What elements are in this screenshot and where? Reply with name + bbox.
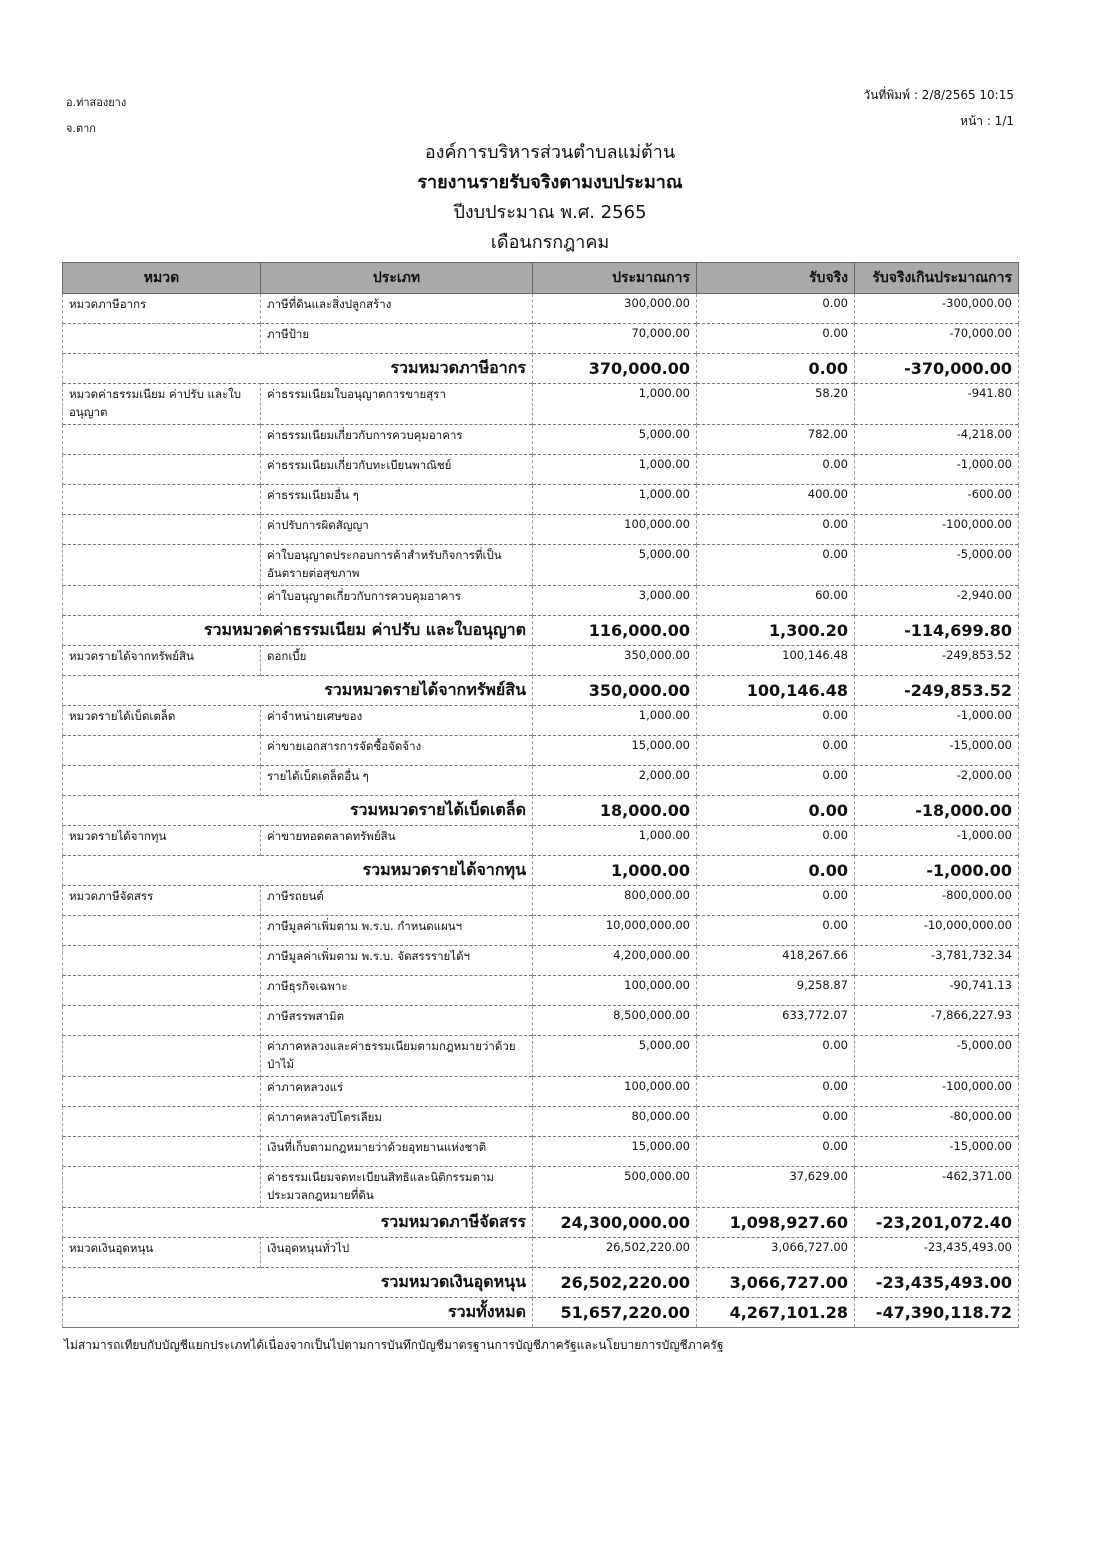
difference-cell: -15,000.00	[855, 1137, 1019, 1167]
category-cell	[63, 515, 261, 545]
estimate-cell: 4,200,000.00	[533, 946, 697, 976]
estimate-cell: 1,000.00	[533, 384, 697, 425]
actual-cell: 1,098,927.60	[697, 1208, 855, 1238]
actual-cell: 0.00	[697, 826, 855, 856]
header-estimate: ประมาณการ	[533, 263, 697, 294]
category-cell	[63, 425, 261, 455]
difference-cell: -80,000.00	[855, 1107, 1019, 1137]
actual-cell: 0.00	[697, 706, 855, 736]
actual-cell: 0.00	[697, 545, 855, 586]
type-cell: ค่าภาคหลวงแร่	[261, 1077, 533, 1107]
table-row	[63, 736, 1019, 766]
estimate-cell: 15,000.00	[533, 1137, 697, 1167]
header-type: ประเภท	[261, 263, 533, 294]
estimate-cell: 18,000.00	[533, 796, 697, 826]
table-body	[63, 294, 1019, 1328]
actual-cell: 60.00	[697, 586, 855, 616]
table-row	[63, 515, 1019, 545]
table-row	[63, 384, 1019, 425]
type-cell: ภาษีป้าย	[261, 324, 533, 354]
subtotal-label: รวมหมวดรายได้จากทรัพย์สิน	[63, 676, 533, 706]
difference-cell: -100,000.00	[855, 1077, 1019, 1107]
type-cell: ค่าใบอนุญาตเกี่ยวกับการควบคุมอาคาร	[261, 586, 533, 616]
category-cell	[63, 1006, 261, 1036]
subtotal-row	[63, 1298, 1019, 1328]
difference-cell: -15,000.00	[855, 736, 1019, 766]
type-cell: ภาษีมูลค่าเพิ่มตาม พ.ร.บ. กำหนดแผนฯ	[261, 916, 533, 946]
category-cell	[63, 545, 261, 586]
actual-cell: 100,146.48	[697, 646, 855, 676]
estimate-cell: 5,000.00	[533, 425, 697, 455]
category-cell	[63, 1077, 261, 1107]
difference-cell: -23,435,493.00	[855, 1268, 1019, 1298]
category-cell	[63, 586, 261, 616]
difference-cell: -2,000.00	[855, 766, 1019, 796]
actual-cell: 58.20	[697, 384, 855, 425]
province-label: จ.ตาก	[66, 122, 96, 135]
type-cell: ค่าธรรมเนียมเกี่ยวกับทะเบียนพาณิชย์	[261, 455, 533, 485]
table-row	[63, 1006, 1019, 1036]
difference-cell: -249,853.52	[855, 676, 1019, 706]
subtotal-label: รวมทั้งหมด	[63, 1298, 533, 1328]
difference-cell: -10,000,000.00	[855, 916, 1019, 946]
difference-cell: -18,000.00	[855, 796, 1019, 826]
actual-cell: 0.00	[697, 1077, 855, 1107]
actual-cell: 9,258.87	[697, 976, 855, 1006]
header-print-info	[863, 82, 1014, 134]
estimate-cell: 5,000.00	[533, 1036, 697, 1077]
actual-cell: 0.00	[697, 916, 855, 946]
estimate-cell: 1,000.00	[533, 826, 697, 856]
category-cell: หมวดรายได้จากทุน	[63, 826, 261, 856]
type-cell: ค่าปรับการผิดสัญญา	[261, 515, 533, 545]
category-cell	[63, 976, 261, 1006]
actual-cell: 0.00	[697, 766, 855, 796]
difference-cell: -114,699.80	[855, 616, 1019, 646]
type-cell: ค่าจำหน่ายเศษของ	[261, 706, 533, 736]
estimate-cell: 1,000.00	[533, 455, 697, 485]
actual-cell: 100,146.48	[697, 676, 855, 706]
type-cell: ภาษีธุรกิจเฉพาะ	[261, 976, 533, 1006]
actual-cell: 0.00	[697, 324, 855, 354]
header-location	[66, 90, 126, 142]
type-cell: ค่าภาคหลวงปิโตรเลียม	[261, 1107, 533, 1137]
subtotal-row	[63, 616, 1019, 646]
type-cell: เงินอุดหนุนทั่วไป	[261, 1238, 533, 1268]
difference-cell: -1,000.00	[855, 455, 1019, 485]
table-row	[63, 766, 1019, 796]
difference-cell: -23,435,493.00	[855, 1238, 1019, 1268]
table-row	[63, 706, 1019, 736]
subtotal-label: รวมหมวดค่าธรรมเนียม ค่าปรับ และใบอนุญาต	[63, 616, 533, 646]
table-row	[63, 294, 1019, 324]
category-cell	[63, 485, 261, 515]
actual-cell: 0.00	[697, 796, 855, 826]
category-cell	[63, 1137, 261, 1167]
estimate-cell: 100,000.00	[533, 976, 697, 1006]
category-cell: หมวดรายได้จากทรัพย์สิน	[63, 646, 261, 676]
estimate-cell: 1,000.00	[533, 485, 697, 515]
category-cell: หมวดภาษีอากร	[63, 294, 261, 324]
table-row	[63, 1238, 1019, 1268]
category-cell: หมวดรายได้เบ็ดเตล็ด	[63, 706, 261, 736]
estimate-cell: 500,000.00	[533, 1167, 697, 1208]
category-cell	[63, 1107, 261, 1137]
type-cell: ค่าขายทอดตลาดทรัพย์สิน	[261, 826, 533, 856]
estimate-cell: 800,000.00	[533, 886, 697, 916]
estimate-cell: 100,000.00	[533, 1077, 697, 1107]
actual-cell: 0.00	[697, 1036, 855, 1077]
difference-cell: -300,000.00	[855, 294, 1019, 324]
type-cell: เงินที่เก็บตามกฎหมายว่าด้วยอุทยานแห่งชาติ	[261, 1137, 533, 1167]
difference-cell: -462,371.00	[855, 1167, 1019, 1208]
difference-cell: -370,000.00	[855, 354, 1019, 384]
category-cell: หมวดเงินอุดหนุน	[63, 1238, 261, 1268]
type-cell: ภาษีที่ดินและสิ่งปลูกสร้าง	[261, 294, 533, 324]
actual-cell: 37,629.00	[697, 1167, 855, 1208]
estimate-cell: 100,000.00	[533, 515, 697, 545]
subtotal-label: รวมหมวดรายได้เบ็ดเตล็ด	[63, 796, 533, 826]
subtotal-row	[63, 354, 1019, 384]
table-row	[63, 1137, 1019, 1167]
estimate-cell: 70,000.00	[533, 324, 697, 354]
estimate-cell: 26,502,220.00	[533, 1268, 697, 1298]
header-category: หมวด	[63, 263, 261, 294]
report-title: รายงานรายรับจริงตามงบประมาณ	[417, 172, 683, 193]
table-row	[63, 886, 1019, 916]
page-number: หน้า : 1/1	[960, 114, 1014, 128]
actual-cell: 418,267.66	[697, 946, 855, 976]
actual-cell: 0.00	[697, 856, 855, 886]
subtotal-row	[63, 676, 1019, 706]
estimate-cell: 10,000,000.00	[533, 916, 697, 946]
report-month: เดือนกรกฎาคม	[490, 232, 610, 253]
estimate-cell: 116,000.00	[533, 616, 697, 646]
type-cell: ค่าธรรมเนียมเกี่ยวกับการควบคุมอาคาร	[261, 425, 533, 455]
difference-cell: -249,853.52	[855, 646, 1019, 676]
difference-cell: -23,201,072.40	[855, 1208, 1019, 1238]
table-row	[63, 1077, 1019, 1107]
estimate-cell: 3,000.00	[533, 586, 697, 616]
type-cell: ค่าใบอนุญาตประกอบการค้าสำหรับกิจการที่เป็นอันตรายต่อสุขภาพ	[261, 545, 533, 586]
estimate-cell: 24,300,000.00	[533, 1208, 697, 1238]
table-row	[63, 425, 1019, 455]
difference-cell: -90,741.13	[855, 976, 1019, 1006]
actual-cell: 400.00	[697, 485, 855, 515]
estimate-cell: 370,000.00	[533, 354, 697, 384]
category-cell	[63, 1036, 261, 1077]
header-actual: รับจริง	[697, 263, 855, 294]
estimate-cell: 8,500,000.00	[533, 1006, 697, 1036]
estimate-cell: 1,000.00	[533, 856, 697, 886]
subtotal-label: รวมหมวดรายได้จากทุน	[63, 856, 533, 886]
estimate-cell: 2,000.00	[533, 766, 697, 796]
estimate-cell: 26,502,220.00	[533, 1238, 697, 1268]
difference-cell: -941.80	[855, 384, 1019, 425]
actual-cell: 0.00	[697, 1107, 855, 1137]
difference-cell: -5,000.00	[855, 1036, 1019, 1077]
actual-cell: 0.00	[697, 515, 855, 545]
table-row	[63, 826, 1019, 856]
org-name: องค์การบริหารส่วนตำบลแม่ต้าน	[424, 142, 676, 163]
type-cell: ภาษีรถยนต์	[261, 886, 533, 916]
type-cell: ค่าธรรมเนียมใบอนุญาตการขายสุรา	[261, 384, 533, 425]
actual-cell: 0.00	[697, 455, 855, 485]
type-cell: ดอกเบี้ย	[261, 646, 533, 676]
difference-cell: -800,000.00	[855, 886, 1019, 916]
subtotal-label: รวมหมวดภาษีอากร	[63, 354, 533, 384]
table-row	[63, 1107, 1019, 1137]
estimate-cell: 300,000.00	[533, 294, 697, 324]
type-cell: ภาษีสรรพสามิต	[261, 1006, 533, 1036]
category-cell	[63, 736, 261, 766]
actual-cell: 3,066,727.00	[697, 1238, 855, 1268]
type-cell: ค่าธรรมเนียมจดทะเบียนสิทธิและนิติกรรมตามประมวลกฎหมายที่ดิน	[261, 1167, 533, 1208]
difference-cell: -3,781,732.34	[855, 946, 1019, 976]
subtotal-row	[63, 1268, 1019, 1298]
subtotal-row	[63, 1208, 1019, 1238]
difference-cell: -1,000.00	[855, 856, 1019, 886]
difference-cell: -4,218.00	[855, 425, 1019, 455]
category-cell	[63, 946, 261, 976]
fiscal-year: ปีงบประมาณ พ.ศ. 2565	[453, 202, 647, 223]
type-cell: รายได้เบ็ดเตล็ดอื่น ๆ	[261, 766, 533, 796]
type-cell: ค่าธรรมเนียมอื่น ๆ	[261, 485, 533, 515]
actual-cell: 633,772.07	[697, 1006, 855, 1036]
subtotal-label: รวมหมวดภาษีจัดสรร	[63, 1208, 533, 1238]
table-row	[63, 646, 1019, 676]
subtotal-row	[63, 796, 1019, 826]
category-cell	[63, 916, 261, 946]
estimate-cell: 80,000.00	[533, 1107, 697, 1137]
difference-cell: -7,866,227.93	[855, 1006, 1019, 1036]
table-header-row	[63, 263, 1019, 294]
difference-cell: -5,000.00	[855, 545, 1019, 586]
difference-cell: -70,000.00	[855, 324, 1019, 354]
category-cell	[63, 766, 261, 796]
category-cell	[63, 324, 261, 354]
estimate-cell: 51,657,220.00	[533, 1298, 697, 1328]
difference-cell: -600.00	[855, 485, 1019, 515]
district-label: อ.ท่าสองยาง	[66, 96, 127, 109]
actual-cell: 1,300.20	[697, 616, 855, 646]
table-row	[63, 586, 1019, 616]
table-row	[63, 976, 1019, 1006]
type-cell: ค่าภาคหลวงและค่าธรรมเนียมตามกฎหมายว่าด้วยป่าไม้	[261, 1036, 533, 1077]
table-row	[63, 1036, 1019, 1077]
revenue-table	[62, 262, 1019, 1328]
table-row	[63, 485, 1019, 515]
actual-cell: 4,267,101.28	[697, 1298, 855, 1328]
actual-cell: 3,066,727.00	[697, 1268, 855, 1298]
type-cell: ภาษีมูลค่าเพิ่มตาม พ.ร.บ. จัดสรรรายได้ฯ	[261, 946, 533, 976]
difference-cell: -1,000.00	[855, 706, 1019, 736]
table-row	[63, 545, 1019, 586]
difference-cell: -100,000.00	[855, 515, 1019, 545]
header-difference: รับจริงเกินประมาณการ	[855, 263, 1019, 294]
actual-cell: 0.00	[697, 354, 855, 384]
table-row	[63, 324, 1019, 354]
footnote: ไม่สามารถเทียบกับบัญชีแยกประเภทได้เนื่องจากเป็นไปตามการบันทึกบัญชีมาตรฐานการบัญชีภาครัฐและนโยบายการบัญชีภาครัฐ	[64, 1338, 724, 1352]
estimate-cell: 350,000.00	[533, 646, 697, 676]
estimate-cell: 1,000.00	[533, 706, 697, 736]
table-row	[63, 1167, 1019, 1208]
difference-cell: -47,390,118.72	[855, 1298, 1019, 1328]
category-cell	[63, 1167, 261, 1208]
table-row	[63, 946, 1019, 976]
difference-cell: -2,940.00	[855, 586, 1019, 616]
actual-cell: 0.00	[697, 886, 855, 916]
table-row	[63, 916, 1019, 946]
subtotal-row	[63, 856, 1019, 886]
category-cell: หมวดภาษีจัดสรร	[63, 886, 261, 916]
actual-cell: 0.00	[697, 736, 855, 766]
estimate-cell: 15,000.00	[533, 736, 697, 766]
estimate-cell: 350,000.00	[533, 676, 697, 706]
actual-cell: 0.00	[697, 1137, 855, 1167]
print-date: วันที่พิมพ์ : 2/8/2565 10:15	[863, 88, 1014, 102]
estimate-cell: 5,000.00	[533, 545, 697, 586]
type-cell: ค่าขายเอกสารการจัดซื้อจัดจ้าง	[261, 736, 533, 766]
table-row	[63, 455, 1019, 485]
report-title-block	[0, 138, 1100, 258]
difference-cell: -1,000.00	[855, 826, 1019, 856]
category-cell: หมวดค่าธรรมเนียม ค่าปรับ และใบอนุญาต	[63, 384, 261, 425]
category-cell	[63, 455, 261, 485]
actual-cell: 0.00	[697, 294, 855, 324]
subtotal-label: รวมหมวดเงินอุดหนุน	[63, 1268, 533, 1298]
actual-cell: 782.00	[697, 425, 855, 455]
